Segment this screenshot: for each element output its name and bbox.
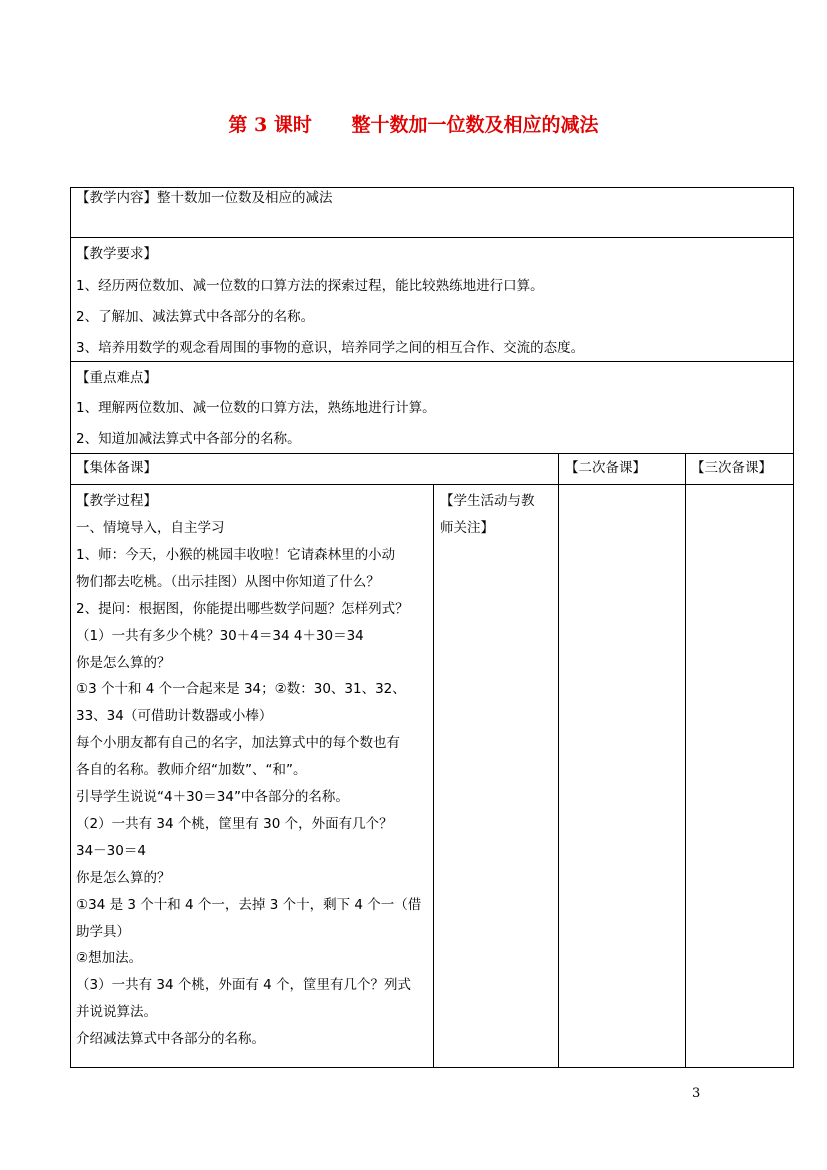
page-title: 第 3 课时 整十数加一位数及相应的减法 bbox=[228, 114, 599, 136]
process-line: 你是怎么算的？ bbox=[76, 654, 171, 671]
process-line: ①3 个十和 4 个一合起来是 34；②数：30、31、32、 bbox=[76, 681, 406, 698]
table-divider bbox=[558, 453, 559, 1068]
process-line: 你是怎么算的？ bbox=[76, 869, 171, 886]
process-line: 2、提问：根据图，你能提出哪些数学问题？怎样列式？ bbox=[76, 600, 409, 617]
table-border-left bbox=[70, 187, 71, 1068]
process-line: 介绍减法算式中各部分的名称。 bbox=[76, 1031, 265, 1048]
requirement-item: 3、培养用数学的观念看周围的事物的意识，培养同学之间的相互合作、交流的态度。 bbox=[76, 340, 585, 356]
page-number: 3 bbox=[692, 1086, 701, 1101]
collective-label: 【集体备课】 bbox=[76, 460, 157, 476]
process-line: ①34 是 3 个十和 4 个一，去掉 3 个十，剩下 4 个一（借 bbox=[76, 896, 422, 913]
process-line: 1、师：今天，小猴的桃园丰收啦！它请森林里的小动 bbox=[76, 546, 396, 563]
process-line: 引导学生说说“4＋30＝34”中各部分的名称。 bbox=[76, 789, 349, 805]
requirement-item: 2、了解加、减法算式中各部分的名称。 bbox=[76, 309, 315, 325]
table-divider bbox=[70, 237, 794, 238]
process-line: 每个小朋友都有自己的名字，加法算式中的每个数也有 bbox=[76, 735, 400, 752]
table-divider bbox=[433, 484, 434, 1068]
difficulties-title: 【重点难点】 bbox=[76, 370, 157, 386]
table-divider bbox=[70, 361, 794, 362]
process-line: （1）一共有多少个桃？30＋4＝34 4＋30＝34 bbox=[76, 627, 364, 644]
process-line: 并说说算法。 bbox=[76, 1004, 157, 1021]
table-divider bbox=[685, 453, 686, 1068]
process-line: 一、情境导入，自主学习 bbox=[76, 520, 225, 536]
process-line: 物们都去吃桃。（出示挂图）从图中你知道了什么？ bbox=[76, 573, 380, 590]
difficulty-item: 2、知道加减法算式中各部分的名称。 bbox=[76, 431, 301, 447]
process-line: 助学具） bbox=[76, 923, 130, 940]
difficulty-item: 1、理解两位数加、减一位数的口算方法，熟练地进行计算。 bbox=[76, 400, 436, 416]
process-line: （3）一共有 34 个桃，外面有 4 个，筐里有几个？列式 bbox=[76, 977, 412, 994]
requirement-item: 1、经历两位数加、减一位数的口算方法的探索过程，能比较熟练地进行口算。 bbox=[76, 278, 544, 294]
student-column-header: 师关注】 bbox=[440, 520, 494, 536]
table-border-right bbox=[793, 187, 794, 1068]
student-column-header: 【学生活动与教 bbox=[440, 493, 535, 509]
requirements-title: 【教学要求】 bbox=[76, 246, 157, 262]
process-line: ②想加法。 bbox=[76, 950, 143, 967]
second-prep-label: 【二次备课】 bbox=[565, 460, 646, 476]
content-header: 【教学内容】整十数加一位数及相应的减法 bbox=[76, 190, 333, 206]
process-line: 34－30＝4 bbox=[76, 842, 146, 859]
table-border-top bbox=[70, 187, 794, 188]
process-line: 33、34（可借助计数器或小棒） bbox=[76, 708, 273, 725]
third-prep-label: 【三次备课】 bbox=[691, 460, 772, 476]
process-line: （2）一共有 34 个桃，筐里有 30 个，外面有几个？ bbox=[76, 815, 393, 832]
process-title: 【教学过程】 bbox=[76, 493, 157, 509]
process-line: 各自的名称。教师介绍“加数”、“和”。 bbox=[76, 762, 307, 779]
